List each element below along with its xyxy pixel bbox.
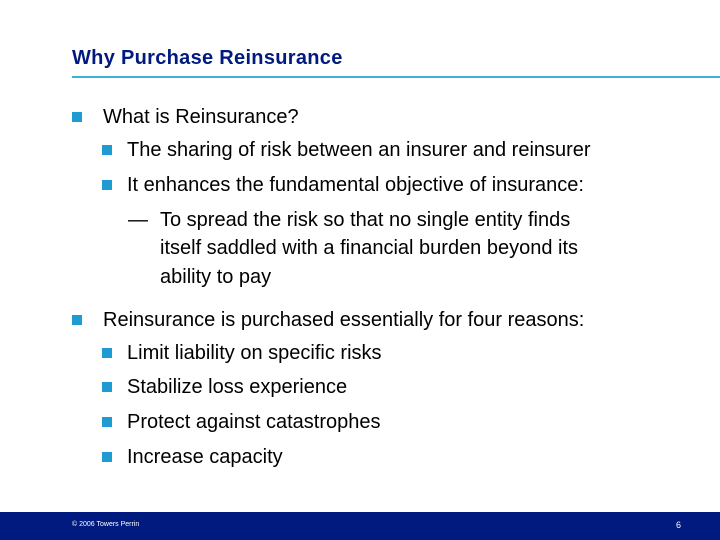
- title-divider: [72, 76, 720, 78]
- list-item: Limit liability on specific risks: [127, 342, 382, 364]
- dash-bullet: —: [128, 209, 148, 231]
- sub-item-line: ability to pay: [160, 266, 272, 288]
- square-bullet-icon: [102, 417, 112, 427]
- sub-item-line: To spread the risk so that no single entity finds: [160, 209, 571, 231]
- square-bullet-icon: [102, 382, 112, 392]
- square-bullet-icon: [102, 348, 112, 358]
- slide-title: Why Purchase Reinsurance: [72, 47, 343, 69]
- list-item: Protect against catastrophes: [127, 411, 381, 433]
- page-number: 6: [676, 520, 682, 530]
- square-bullet-icon: [102, 452, 112, 462]
- section-heading: What is Reinsurance?: [103, 106, 299, 128]
- list-item: Stabilize loss experience: [127, 376, 348, 398]
- list-item: The sharing of risk between an insurer and reinsurer: [127, 139, 591, 161]
- square-bullet-icon: [72, 315, 82, 325]
- list-item: It enhances the fundamental objective of insurance:: [127, 174, 584, 196]
- square-bullet-icon: [102, 180, 112, 190]
- square-bullet-icon: [72, 112, 82, 122]
- square-bullet-icon: [102, 145, 112, 155]
- list-item: Increase capacity: [127, 446, 283, 468]
- copyright-text: © 2006 Towers Perrin: [72, 521, 140, 528]
- footer-bar: [0, 512, 720, 540]
- sub-item-line: itself saddled with a financial burden beyond its: [160, 237, 579, 259]
- section-heading: Reinsurance is purchased essentially for four reasons:: [103, 309, 585, 331]
